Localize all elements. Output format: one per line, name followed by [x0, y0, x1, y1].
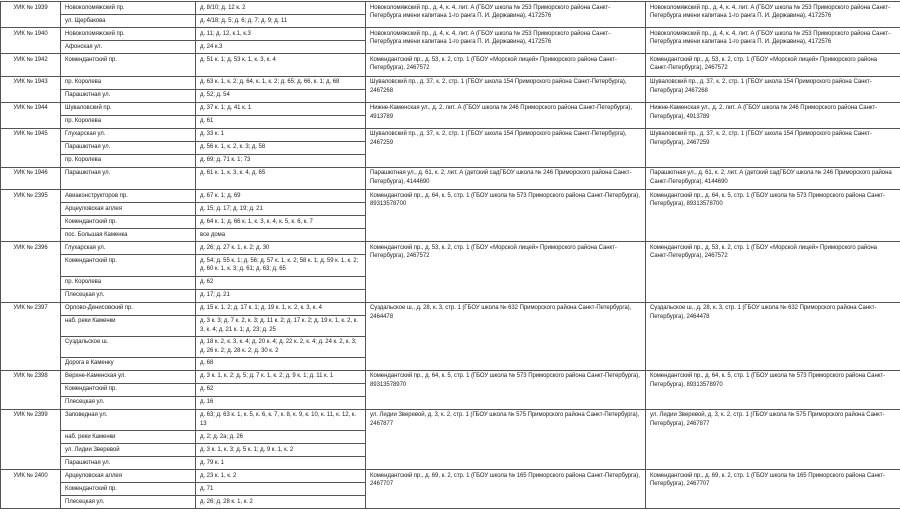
street-name: наб. реки Каменки [61, 431, 196, 444]
street-name: Глухарская ул. [61, 242, 196, 255]
house-numbers: д. 52; д. 54 [196, 89, 366, 102]
house-numbers: д. 64 к. 1; д. 66 к. 1, к. 3, к. 4, к. 5, к. 6, к. 7 [196, 216, 366, 229]
street-name: Заповедная ул. [61, 409, 196, 430]
uik-number: УИК № 1943 [1, 76, 61, 102]
street-name: Плесецкая ул. [61, 396, 196, 409]
uik-number: УИК № 2396 [1, 242, 61, 302]
polling-station-address-alt: Суздальское ш., д. 28, к. 3, стр. 1 (ГБОУ школа № 632 Приморского района Санкт-Петербурга), 2464478 [646, 302, 900, 370]
uik-number: УИК № 1940 [1, 28, 61, 54]
street-name: Парашютная ул. [61, 89, 196, 102]
house-numbers: д. 3 к. 1, к. 3; д. 5 к. 1; д. 9 к. 1, к. 2 [196, 444, 366, 457]
polling-station-address: Новоколомяжский пр., д. 4, к. 4, лит. А (ГБОУ школа № 253 Приморского района Санкт-Петербурга имени капитана 1-го ранга П. И. Державина), 4172576 [366, 28, 646, 54]
table-row [1, 470, 900, 483]
street-name: Плесецкая ул. [61, 289, 196, 302]
street-name: Суздальское ш. [61, 336, 196, 357]
polling-station-address: Комендантский пр., д. 53, к. 2, стр. 1 (ГБОУ «Морской лицей» Приморского района Санкт-Петербурга), 2467572 [366, 242, 646, 302]
polling-station-address-alt: Нижне-Каменская ул., д. 2, лит. А (ГБОУ школа № 246 Приморского района Санкт-Петербурга), 4913789 [646, 102, 900, 128]
house-numbers: д. 11; д. 12, к.1, к.3 [196, 28, 366, 41]
polling-station-address-alt: Комендантский пр., д. 53, к. 2, стр. 1 (ГБОУ «Морской лицей» Приморского района Санкт-Петербурга), 2467572 [646, 54, 900, 77]
house-numbers: д. 69; д. 71 к. 1; 73 [196, 154, 366, 167]
polling-station-address: Комендантский пр., д. 69, к. 2, стр. 1 (ГБОУ школа № 165 Приморского района Санкт-Петербурга), 2467707 [366, 470, 646, 509]
uik-number: УИК № 2399 [1, 409, 61, 469]
house-numbers: д. 62 [196, 383, 366, 396]
street-name: Комендантский пр. [61, 255, 196, 276]
street-name: Парашютная ул. [61, 167, 196, 190]
uik-number: УИК № 2397 [1, 302, 61, 370]
table-row [1, 128, 900, 141]
uik-number: УИК № 1939 [1, 2, 61, 28]
street-name: Глухарская ул. [61, 128, 196, 141]
polling-station-address-alt: Парашютная ул., д. 61, к. 2, лит. А (детский садГБОУ школа № 246 Приморского района Санкт-Петербурга), 4144690 [646, 167, 900, 190]
table-row [1, 242, 900, 255]
street-name: Авиаконструкторов пр. [61, 190, 196, 203]
polling-station-address-alt: Новоколомяжский пр., д. 4, к. 4, лит. А (ГБОУ школа № 253 Приморского района Санкт-Петербурга имени капитана 1-го ранга П. И. Державина), 4172576 [646, 2, 900, 28]
house-numbers: д. 62 [196, 276, 366, 289]
uik-number: УИК № 1945 [1, 128, 61, 167]
street-name: Верхне-Каменская ул. [61, 370, 196, 383]
house-numbers: д. 33 к. 1 [196, 128, 366, 141]
house-numbers: д. 71 [196, 483, 366, 496]
table-row [1, 76, 900, 89]
polling-stations-table [0, 1, 900, 509]
polling-station-address: Нижне-Каменская ул., д. 2, лит. А (ГБОУ школа № 246 Приморского района Санкт-Петербурга), 4913789 [366, 102, 646, 128]
house-numbers: д. 63; д. 63 к. 1, к. 5, к. 6, к. 7, к. 8, к. 9, к. 10, к. 11, к. 12, к. 13 [196, 409, 366, 430]
street-name: ул. Лидии Зверевой [61, 444, 196, 457]
house-numbers: д. 68 [196, 357, 366, 370]
house-numbers: д. 15 к. 1, 2; д. 17 к. 1; д. 19 к. 1, к. 2, к. 3, к. 4 [196, 302, 366, 315]
polling-station-address: Комендантский пр., д. 64, к. 5, стр. 1 (ГБОУ школа № 573 Приморского района Санкт-Петербурга), 89313578970 [366, 370, 646, 409]
house-numbers: д. 3 к. 3; д. 7 к. 2, к. 3; д. 11 к. 2; д. 17 к. 2; д. 19 к. 1, к. 2, к. 3, к. 4; д. 21 к. 1; д. 23; д. 25 [196, 315, 366, 336]
house-numbers: д. 56 к. 1, к. 2, к. 3; д. 58 [196, 141, 366, 154]
uik-number: УИК № 1942 [1, 54, 61, 77]
table-row [1, 190, 900, 203]
street-name: пр. Королева [61, 276, 196, 289]
table-row [1, 370, 900, 383]
table-row [1, 409, 900, 430]
house-numbers: д. 2; д. 2а; д. 26 [196, 431, 366, 444]
polling-station-address-alt: Шуваловский пр., д. 37, к. 2, стр. 1 (ГБОУ школа 154 Приморского района Санкт-Петербурга), 2467259 [646, 128, 900, 167]
street-name: Шуваловский пр. [61, 102, 196, 115]
polling-station-address-alt: ул. Лидии Зверевой, д. 3, к. 2, стр. 1 (ГБОУ школа № 575 Приморского района Санкт-Петербурга), 2467877 [646, 409, 900, 469]
street-name: Арцеуловская аллея [61, 203, 196, 216]
house-numbers: д. 18 к. 2, к. 3, к. 4; д. 20 к. 4; д. 22 к. 2, к. 4; д. 24 к. 2, к. 3; д. 26 к. 2; д. 28 к. 2; д. 30 к. 2 [196, 336, 366, 357]
polling-station-address: ул. Лидии Зверевой, д. 3, к. 2, стр. 1 (ГБОУ школа № 575 Приморского района Санкт-Петербурга), 2467877 [366, 409, 646, 469]
street-name: Комендантский пр. [61, 483, 196, 496]
table-row [1, 302, 900, 315]
street-name: наб. реки Каменки [61, 315, 196, 336]
house-numbers: все дома [196, 229, 366, 242]
table-row [1, 167, 900, 190]
street-name: пр. Королева [61, 76, 196, 89]
house-numbers: д. 63 к. 1, к. 2; д. 64, к. 1, к. 2; д. 65; д. 66, к. 1; д. 68 [196, 76, 366, 89]
street-name: пр. Королева [61, 154, 196, 167]
polling-station-address: Суздальское ш., д. 28, к. 3, стр. 1 (ГБОУ школа № 632 Приморского района Санкт-Петербурга), 2464478 [366, 302, 646, 370]
street-name: Комендантский пр. [61, 54, 196, 77]
table-row [1, 102, 900, 115]
polling-station-address-alt: Шуваловский пр., д. 37, к. 2, стр. 1 (ГБОУ школа 154 Приморского района Санкт-Петербурга) 2467268 [646, 76, 900, 102]
house-numbers: д. 17; д. 21 [196, 289, 366, 302]
uik-number: УИК № 1946 [1, 167, 61, 190]
house-numbers: д. 23 к. 1, к. 2 [196, 470, 366, 483]
polling-station-address: Новоколомяжский пр., д. 4, к. 4, лит. А (ГБОУ школа № 253 Приморского района Санкт-Петербурга имени капитана 1-го ранга П. И. Державина), 4172576 [366, 2, 646, 28]
street-name: Комендантский пр. [61, 216, 196, 229]
house-numbers: д. 26; д. 27 к. 1, к. 2; д. 30 [196, 242, 366, 255]
table-row [1, 54, 900, 77]
street-name: Комендантский пр. [61, 383, 196, 396]
street-name: Дорога в Каменку [61, 357, 196, 370]
polling-station-address: Парашютная ул., д. 61, к. 2, лит. А (детский садГБОУ школа № 246 Приморского района Санкт-Петербурга), 4144690 [366, 167, 646, 190]
street-name: Плесецкая ул. [61, 496, 196, 509]
house-numbers: д. 24 к.3 [196, 41, 366, 54]
table-body [1, 2, 900, 509]
polling-station-address-alt: Новоколомяжский пр., д. 4, к. 4, лит. А (ГБОУ школа № 253 Приморского района Санкт-Петербурга имени капитана 1-го ранга П. И. Державина), 4172576 [646, 28, 900, 54]
street-name: пр. Королева [61, 115, 196, 128]
uik-number: УИК № 1944 [1, 102, 61, 128]
polling-station-address: Комендантский пр., д. 53, к. 2, стр. 1 (ГБОУ «Морской лицей» Приморского района Санкт-Петербурга), 2467572 [366, 54, 646, 77]
uik-number: УИК № 2398 [1, 370, 61, 409]
polling-station-address: Шуваловский пр., д. 37, к. 2, стр. 1 (ГБОУ школа 154 Приморского района Санкт-Петербурга), 2467259 [366, 128, 646, 167]
polling-station-address-alt: Комендантский пр., д. 64, к. 5, стр. 1 (ГБОУ школа № 573 Приморского района Санкт-Петербурга), 89313578970 [646, 370, 900, 409]
house-numbers: д. 79 к. 1 [196, 457, 366, 470]
house-numbers: д. 3 к. 1, к. 2; д. 5; д. 7 к. 1, к. 2; д. 9 к. 1; д. 11 к. 1 [196, 370, 366, 383]
street-name: ул. Щербакова [61, 15, 196, 28]
street-name: пос. Большая Каменка [61, 229, 196, 242]
street-name: Парашютная ул. [61, 457, 196, 470]
uik-number: УИК № 2395 [1, 190, 61, 242]
house-numbers: д. 51 к. 1; д. 53 к. 1, к. 3, к. 4 [196, 54, 366, 77]
house-numbers: д. 15; д. 17; д. 19; д. 21 [196, 203, 366, 216]
polling-station-address: Шуваловский пр., д. 37, к. 2, стр. 1 (ГБОУ школа 154 Приморского района Санкт-Петербурга), 2467268 [366, 76, 646, 102]
street-name: Орлово-Денисовский пр. [61, 302, 196, 315]
table-row [1, 2, 900, 15]
house-numbers: д. 8/10; д. 12 к. 2 [196, 2, 366, 15]
house-numbers: д. 16 [196, 396, 366, 409]
polling-station-address: Комендантский пр., д. 64, к. 5, стр. 1 (ГБОУ школа № 573 Приморского района Санкт-Петербурга), 89313578700 [366, 190, 646, 242]
street-name: Новоколомяжский пр. [61, 28, 196, 41]
house-numbers: д. 54; д. 55 к. 1; д. 56; д. 57 к. 1, к. 2; 58 к. 1; д. 59 к. 1, к. 2; д. 60 к. 1, к. 3; д. 61; д. 63; д. 65 [196, 255, 366, 276]
house-numbers: д. 37 к. 1; д. 41 к. 1 [196, 102, 366, 115]
street-name: Новоколомяжский пр. [61, 2, 196, 15]
street-name: Парашютная ул. [61, 141, 196, 154]
house-numbers: д. 61 [196, 115, 366, 128]
polling-station-address-alt: Комендантский пр., д. 69, к. 2, стр. 1 (ГБОУ школа № 165 Приморского района Санкт-Петербурга), 2467707 [646, 470, 900, 509]
street-name: Афонская ул. [61, 41, 196, 54]
house-numbers: д. 67 к. 1; д. 69 [196, 190, 366, 203]
house-numbers: д. 26; д. 28 к. 1, к. 2 [196, 496, 366, 509]
uik-number: УИК № 2400 [1, 470, 61, 509]
house-numbers: д. 4/18; д. 5; д. 6; д. 7; д. 9; д. 11 [196, 15, 366, 28]
polling-station-address-alt: Комендантский пр., д. 64, к. 5, стр. 1 (ГБОУ школа № 573 Приморского района Санкт-Петербурга), 89313578700 [646, 190, 900, 242]
house-numbers: д. 61 к. 1, к. 3, к. 4, д. 65 [196, 167, 366, 190]
polling-station-address-alt: Комендантский пр., д. 53, к. 2, стр. 1 (ГБОУ «Морской лицей» Приморского района Санкт-Петербурга), 2467572 [646, 242, 900, 302]
street-name: Арцеуловская аллея [61, 470, 196, 483]
table-row [1, 28, 900, 41]
